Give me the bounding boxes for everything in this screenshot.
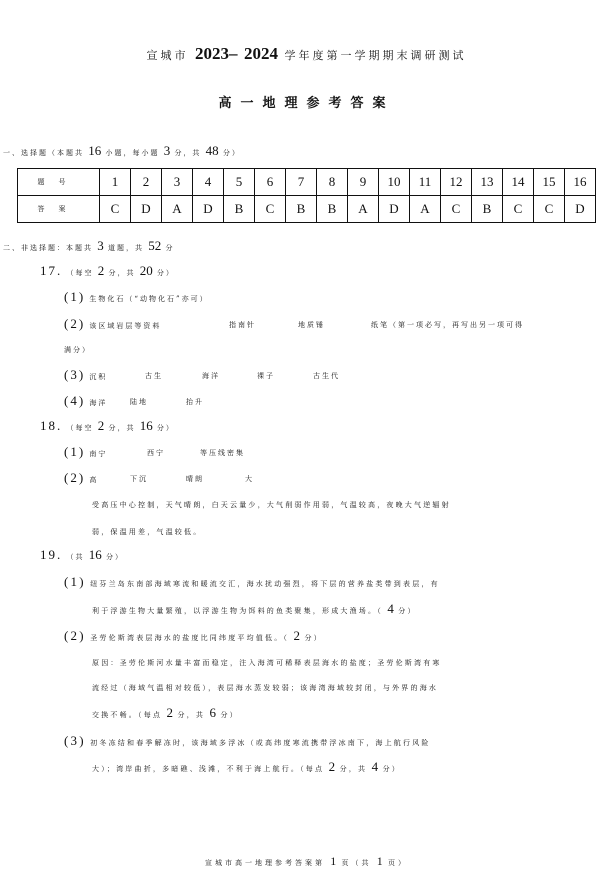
points-each: 2	[97, 263, 105, 278]
q19-answer-3	[64, 733, 431, 749]
q17-answer-4	[64, 393, 107, 409]
sub-label: (1)	[64, 289, 86, 304]
answer-text: 纸笔（第一项必写，再写出另一项可得	[371, 321, 524, 329]
page-number: 1	[330, 854, 337, 868]
footer-text: 宣城市高一地理参考答案第	[205, 859, 326, 867]
answer-text: 等压线密集	[200, 449, 245, 457]
table-row-numbers	[18, 169, 596, 196]
header-text: 分，共	[108, 269, 136, 277]
footer-text: 页（共	[341, 859, 372, 867]
section2-count: 3	[97, 238, 104, 253]
points: 6	[209, 705, 217, 720]
answer-text: 古生代	[313, 372, 340, 380]
table-cell: B	[472, 196, 503, 223]
q18-answer-2	[64, 470, 98, 486]
page-footer	[0, 854, 613, 869]
q19-answer-1	[64, 574, 440, 590]
table-cell: 3	[162, 169, 193, 196]
answer-text: 利于浮游生物大量繁殖，以浮游生物为饵料的鱼类聚集，形成大渔场。（	[92, 607, 383, 615]
sub-label: (3)	[64, 367, 86, 382]
question-number: 17.	[40, 263, 63, 278]
header-text: 分，共	[108, 424, 136, 432]
table-cell: 5	[224, 169, 255, 196]
answer-text: 圣劳伦斯湾表层海水的盐度比同纬度平均值低。（	[90, 634, 290, 642]
points-total: 16	[139, 418, 153, 433]
page-total: 1	[376, 854, 383, 868]
document-title	[0, 44, 613, 64]
table-cell: 4	[193, 169, 224, 196]
sub-label: (3)	[64, 733, 86, 748]
points: 2	[166, 705, 174, 720]
section1-text-1: 一、选择题（本题共	[3, 149, 84, 157]
answer-text: 分）	[382, 765, 401, 773]
table-cell: 9	[348, 169, 379, 196]
header-text: 分）	[156, 424, 175, 432]
q19-answer-3-cont	[92, 759, 401, 775]
table-cell: 11	[410, 169, 441, 196]
answer-text: 高	[89, 476, 99, 484]
answer-text: 分）	[304, 634, 323, 642]
question-19-header	[40, 547, 124, 563]
question-17-header	[40, 263, 175, 279]
table-cell: 12	[441, 169, 472, 196]
answer-text: 南宁	[89, 450, 108, 458]
answer-text: 裸子	[257, 372, 275, 380]
answer-text: 地质锤	[298, 321, 325, 329]
answer-text: 指南针	[229, 321, 256, 329]
table-cell: C	[503, 196, 534, 223]
sub-label: (2)	[64, 470, 86, 485]
points: 2	[328, 759, 336, 774]
answer-text: 古生	[145, 372, 163, 380]
document-subtitle: 高一地理参考答案	[218, 96, 395, 111]
section2-heading	[3, 238, 174, 254]
section1-total: 48	[205, 143, 219, 158]
sub-label: (2)	[64, 316, 86, 331]
answer-text: 初冬冻结和春季解冻时，该海域多浮冰（或高纬度寒流携带浮冰南下，海上航行风险	[90, 739, 431, 747]
title-prefix: 宣城市	[146, 49, 189, 62]
table-cell: C	[255, 196, 286, 223]
footer-text: 页）	[387, 859, 408, 867]
sub-label: (4)	[64, 393, 86, 408]
table-cell: 1	[100, 169, 131, 196]
title-dash: –	[229, 44, 238, 63]
table-cell: D	[565, 196, 596, 223]
sub-label: (2)	[64, 628, 86, 643]
answer-text: 下沉	[130, 475, 148, 483]
answer-text: 大）；湾岸曲折，多暗礁、浅滩，不利于海上航行。（每点	[92, 765, 325, 773]
answer-text: 纽芬兰岛东南部海域寒流和暖流交汇，海水扰动强烈，将下层的营养盐类带到表层，有	[90, 580, 440, 588]
header-text: 分）	[105, 553, 124, 561]
points-total: 20	[139, 263, 153, 278]
table-cell: D	[131, 196, 162, 223]
section1-count: 16	[88, 143, 102, 158]
table-cell: B	[317, 196, 348, 223]
answer-text: 弱，保温用差，气温较低。	[92, 528, 203, 536]
points-each: 2	[97, 418, 105, 433]
header-text: 分）	[156, 269, 175, 277]
table-row-answers	[18, 196, 596, 223]
sub-label: (1)	[64, 444, 86, 459]
table-cell: 2	[131, 169, 162, 196]
table-cell: B	[286, 196, 317, 223]
table-cell: 8	[317, 169, 348, 196]
points-total: 16	[88, 547, 102, 562]
q18-answer-1	[64, 444, 107, 460]
table-cell: 16	[565, 169, 596, 196]
q19-answer-1-cont	[92, 601, 417, 617]
answer-table	[17, 168, 596, 223]
table-cell: A	[410, 196, 441, 223]
section1-text-4: 分）	[222, 149, 241, 157]
points: 4	[371, 759, 379, 774]
table-cell: 13	[472, 169, 503, 196]
answer-text: 原因：圣劳伦斯河水量丰富而稳定，注入海湾可稀释表层海水的盐度；圣劳伦斯湾有寒	[92, 659, 442, 667]
answer-text: 海洋	[202, 372, 220, 380]
q17-answer-2	[64, 316, 161, 332]
answer-text: 交换不畅。（每点	[92, 711, 163, 719]
table-cell: A	[162, 196, 193, 223]
header-text: （共	[66, 553, 85, 561]
question-18-header	[40, 418, 175, 434]
q17-answer-3	[64, 367, 107, 383]
header-text: （每空	[66, 424, 94, 432]
answer-text: 该区域岩层等资料	[89, 322, 162, 330]
answer-text: 流经过（海域气温相对较低），表层海水蒸发较弱；该海湾海域较封闭，与外界的海水	[92, 684, 439, 692]
question-number: 18.	[40, 418, 63, 433]
answer-text: 受高压中心控制，天气晴朗，白天云量少，大气削弱作用弱，气温较高，夜晚大气逆辐射	[92, 501, 451, 509]
q19-answer-2-points	[92, 705, 239, 721]
q19-answer-2	[64, 628, 323, 644]
table-cell: B	[224, 196, 255, 223]
answer-text: 西宁	[147, 449, 165, 457]
header-text: （每空	[66, 269, 94, 277]
section2-text-2: 道题，共	[107, 244, 144, 252]
title-year-start: 2023	[195, 44, 229, 63]
answer-text: 晴朗	[186, 475, 204, 483]
section1-heading	[3, 143, 241, 159]
table-cell: 7	[286, 169, 317, 196]
answer-text: 生物化石（“动物化石”亦可）	[89, 295, 209, 303]
section1-text-3: 分，共	[174, 149, 202, 157]
answer-text: 沉积	[89, 373, 108, 381]
points: 4	[387, 601, 394, 616]
row-label-answer: 答案	[18, 196, 100, 223]
section2-total: 52	[148, 238, 162, 253]
answer-text: 满分）	[64, 346, 91, 354]
answer-text: 分）	[220, 711, 239, 719]
answer-text: 陆地	[130, 398, 148, 406]
sub-label: (1)	[64, 574, 86, 589]
points: 2	[293, 628, 301, 643]
table-cell: 10	[379, 169, 410, 196]
table-cell: C	[441, 196, 472, 223]
question-number: 19.	[40, 547, 63, 562]
table-cell: 14	[503, 169, 534, 196]
table-cell: C	[534, 196, 565, 223]
section1-text-2: 小题，每小题	[105, 149, 160, 157]
row-label-number: 题号	[18, 169, 100, 196]
title-year-end: 2024	[244, 44, 278, 63]
table-cell: 6	[255, 169, 286, 196]
answer-text: 分，共	[177, 711, 206, 719]
table-cell: A	[348, 196, 379, 223]
answer-text: 大	[245, 475, 254, 483]
answer-text: 抬升	[186, 398, 204, 406]
title-suffix: 学年度第一学期期末调研测试	[284, 49, 467, 62]
q17-answer-1	[64, 289, 209, 305]
section2-text-1: 二、非选择题：本题共	[3, 244, 93, 252]
table-cell: C	[100, 196, 131, 223]
table-cell: D	[379, 196, 410, 223]
table-cell: D	[193, 196, 224, 223]
answer-text: 分）	[398, 607, 417, 615]
answer-text: 分，共	[339, 765, 368, 773]
section2-text-3: 分	[165, 244, 175, 252]
section1-points-each: 3	[163, 143, 171, 158]
answer-text: 海洋	[89, 399, 108, 407]
table-cell: 15	[534, 169, 565, 196]
